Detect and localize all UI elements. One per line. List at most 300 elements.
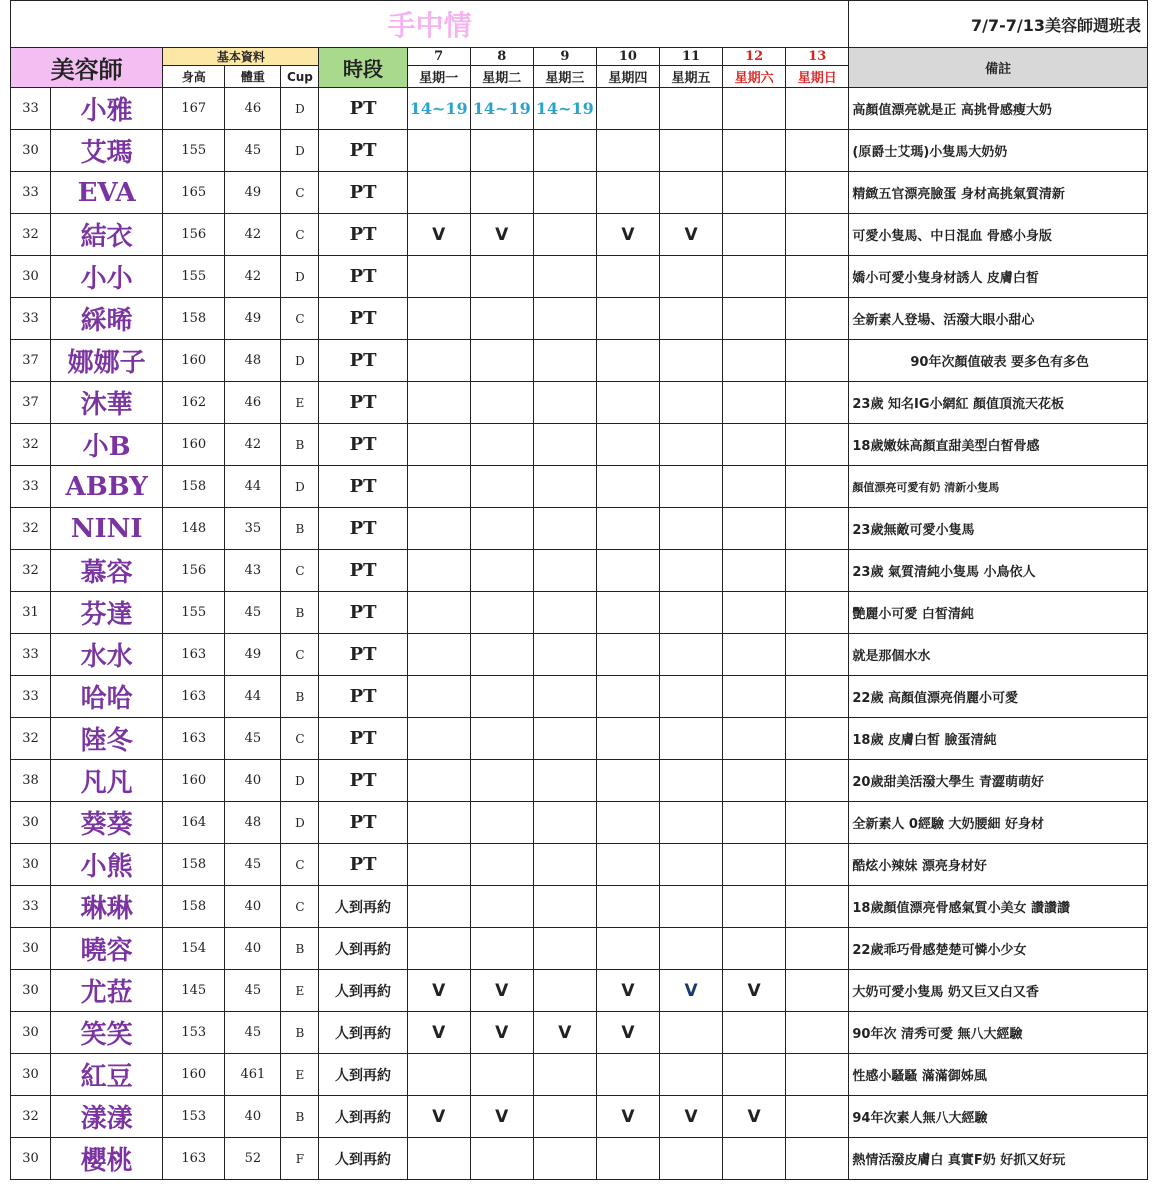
cup-cell: C [281,886,319,928]
day-cell: V [596,1012,659,1054]
day-cell [723,676,786,718]
table-row [11,466,1148,508]
height-cell: 160 [163,340,225,382]
table-row [11,1138,1148,1180]
day-cell [723,1054,786,1096]
height-cell: 160 [163,760,225,802]
day-cell [407,802,470,844]
cup-cell: C [281,634,319,676]
slot-cell: 人到再約 [319,1096,407,1138]
day-cell [596,592,659,634]
cup-cell: B [281,1012,319,1054]
day-cell [786,340,849,382]
day-cell [786,718,849,760]
weight-cell: 43 [225,550,281,592]
day-name: 星期二 [470,66,533,88]
table-row [11,340,1148,382]
day-cell [659,424,722,466]
day-name: 星期六 [723,66,786,88]
day-cell [659,172,722,214]
day-cell [659,592,722,634]
day-number: 9 [533,48,596,66]
day-cell [407,718,470,760]
day-cell [533,382,596,424]
day-cell [470,550,533,592]
day-cell [723,886,786,928]
beautician-name: 小熊 [51,844,163,886]
beautician-name: 小B [51,424,163,466]
day-cell [723,340,786,382]
day-cell [533,1096,596,1138]
age-cell: 37 [11,382,51,424]
day-cell [723,130,786,172]
note-cell: 精緻五官漂亮臉蛋 身材高挑氣質清新 [849,172,1148,214]
weight-cell: 44 [225,676,281,718]
age-cell: 33 [11,886,51,928]
slot-cell: PT [319,550,407,592]
day-cell [659,886,722,928]
day-cell: V [407,214,470,256]
day-cell [659,760,722,802]
weight-cell: 42 [225,424,281,466]
age-cell: 30 [11,1012,51,1054]
day-cell [533,298,596,340]
day-cell [786,88,849,130]
day-cell: V [723,970,786,1012]
slot-cell: PT [319,592,407,634]
day-cell [786,550,849,592]
day-cell: V [407,1012,470,1054]
age-cell: 30 [11,928,51,970]
slot-cell: 人到再約 [319,886,407,928]
slot-cell: PT [319,424,407,466]
day-cell [596,760,659,802]
beautician-name: 水水 [51,634,163,676]
slot-cell: PT [319,130,407,172]
day-cell: V [596,1096,659,1138]
note-cell: 高顏值漂亮就是正 高挑骨感瘦大奶 [849,88,1148,130]
table-row [11,256,1148,298]
day-cell [786,802,849,844]
day-cell [407,130,470,172]
weight-cell: 42 [225,214,281,256]
table-row [11,928,1148,970]
beautician-name: 結衣 [51,214,163,256]
slot-cell: PT [319,88,407,130]
table-row [11,382,1148,424]
height-cell: 153 [163,1012,225,1054]
cup-cell: D [281,466,319,508]
day-cell [786,172,849,214]
height-cell: 162 [163,382,225,424]
beautician-name: 慕容 [51,550,163,592]
day-cell [533,634,596,676]
age-cell: 32 [11,718,51,760]
day-cell [786,844,849,886]
weight-header: 體重 [225,66,281,88]
table-row [11,844,1148,886]
day-cell [786,508,849,550]
weight-cell: 48 [225,802,281,844]
note-cell: 18歲嫩妹高顏直甜美型白皙骨感 [849,424,1148,466]
note-cell: 18歲顏值漂亮骨感氣質小美女 讚讚讚 [849,886,1148,928]
table-row [11,214,1148,256]
weight-cell: 45 [225,130,281,172]
day-cell: V [407,970,470,1012]
day-cell [596,844,659,886]
beautician-name: 小小 [51,256,163,298]
day-cell [723,172,786,214]
day-cell [470,256,533,298]
note-cell: 18歲 皮膚白皙 臉蛋清純 [849,718,1148,760]
day-cell [659,1012,722,1054]
age-cell: 32 [11,508,51,550]
height-cell: 158 [163,466,225,508]
day-cell: V [470,970,533,1012]
day-cell: 14~19 [533,88,596,130]
weight-cell: 52 [225,1138,281,1180]
day-cell [659,1054,722,1096]
day-cell [407,550,470,592]
height-cell: 145 [163,970,225,1012]
day-number: 8 [470,48,533,66]
day-cell [470,592,533,634]
slot-cell: PT [319,802,407,844]
note-cell: 23歲無敵可愛小隻馬 [849,508,1148,550]
day-cell [723,760,786,802]
day-cell: 14~19 [407,88,470,130]
slot-cell: PT [319,508,407,550]
day-cell [407,508,470,550]
day-cell [723,424,786,466]
slot-cell: PT [319,298,407,340]
day-cell [659,802,722,844]
note-cell: 20歲甜美活潑大學生 青澀萌萌好 [849,760,1148,802]
day-cell [407,172,470,214]
day-cell [723,88,786,130]
day-cell: V [596,970,659,1012]
note-cell: 23歲 氣質清純小隻馬 小鳥依人 [849,550,1148,592]
day-cell: V [659,1096,722,1138]
day-cell [786,676,849,718]
day-cell: V [659,970,722,1012]
day-cell [786,928,849,970]
height-cell: 163 [163,634,225,676]
day-cell [533,844,596,886]
table-row [11,676,1148,718]
slot-header: 時段 [319,48,407,88]
note-cell: 酷炫小辣妹 漂亮身材好 [849,844,1148,886]
day-cell [407,298,470,340]
day-cell [723,382,786,424]
weight-cell: 45 [225,1012,281,1054]
day-cell [470,466,533,508]
weight-cell: 45 [225,592,281,634]
slot-cell: 人到再約 [319,970,407,1012]
day-cell [470,802,533,844]
day-cell [723,928,786,970]
day-name: 星期日 [786,66,849,88]
table-row [11,1012,1148,1054]
day-cell [533,130,596,172]
age-cell: 33 [11,172,51,214]
weight-cell: 45 [225,718,281,760]
day-cell: V [407,1096,470,1138]
day-cell [533,172,596,214]
day-cell [659,340,722,382]
day-cell [786,592,849,634]
beautician-name: 小雅 [51,88,163,130]
cup-cell: C [281,298,319,340]
weight-cell: 48 [225,340,281,382]
weight-cell: 40 [225,886,281,928]
age-cell: 33 [11,88,51,130]
day-cell [470,424,533,466]
day-cell [470,928,533,970]
day-cell [407,886,470,928]
day-cell [407,760,470,802]
day-cell [786,886,849,928]
age-cell: 33 [11,466,51,508]
day-name: 星期一 [407,66,470,88]
beautician-name: ABBY [51,466,163,508]
day-cell [596,802,659,844]
cup-cell: E [281,1054,319,1096]
beautician-name: 尤菈 [51,970,163,1012]
age-cell: 33 [11,676,51,718]
height-cell: 154 [163,928,225,970]
slot-cell: PT [319,844,407,886]
day-cell [596,1054,659,1096]
day-cell [596,634,659,676]
day-cell [470,886,533,928]
day-cell [786,1138,849,1180]
height-cell: 156 [163,550,225,592]
height-cell: 163 [163,718,225,760]
beautician-header: 美容師 [11,48,163,88]
height-cell: 164 [163,802,225,844]
note-cell: (原爵士艾瑪)小隻馬大奶奶 [849,130,1148,172]
table-row [11,592,1148,634]
day-cell [470,298,533,340]
weight-cell: 42 [225,256,281,298]
cup-cell: D [281,802,319,844]
beautician-name: 櫻桃 [51,1138,163,1180]
age-cell: 32 [11,424,51,466]
table-row [11,970,1148,1012]
day-cell [407,592,470,634]
day-cell [723,214,786,256]
day-cell [470,382,533,424]
height-cell: 148 [163,508,225,550]
weight-cell: 40 [225,928,281,970]
day-cell [786,970,849,1012]
slot-cell: PT [319,340,407,382]
beautician-name: 紅豆 [51,1054,163,1096]
day-name: 星期四 [596,66,659,88]
day-cell [533,676,596,718]
day-number: 7 [407,48,470,66]
cup-header: Cup [281,66,319,88]
age-cell: 30 [11,256,51,298]
day-cell [659,1138,722,1180]
height-cell: 156 [163,214,225,256]
height-header: 身高 [163,66,225,88]
beautician-name: 沐華 [51,382,163,424]
beautician-name: 綵晞 [51,298,163,340]
note-cell: 大奶可愛小隻馬 奶又巨又白又香 [849,970,1148,1012]
height-cell: 155 [163,592,225,634]
day-cell [659,130,722,172]
slot-cell: PT [319,256,407,298]
table-row [11,424,1148,466]
age-cell: 30 [11,130,51,172]
day-cell [533,970,596,1012]
day-cell [723,1012,786,1054]
table-row [11,1054,1148,1096]
height-cell: 165 [163,172,225,214]
table-row [11,802,1148,844]
basic-info-header: 基本資料 [163,48,319,66]
weight-cell: 46 [225,382,281,424]
table-row [11,130,1148,172]
cup-cell: D [281,760,319,802]
height-cell: 163 [163,676,225,718]
day-cell [723,298,786,340]
age-cell: 30 [11,844,51,886]
day-cell [786,1012,849,1054]
day-cell [723,844,786,886]
beautician-name: 漾漾 [51,1096,163,1138]
table-row [11,88,1148,130]
day-cell [659,550,722,592]
age-cell: 30 [11,1054,51,1096]
day-cell [659,466,722,508]
height-cell: 163 [163,1138,225,1180]
age-cell: 33 [11,298,51,340]
slot-cell: PT [319,634,407,676]
day-cell [659,928,722,970]
day-cell [659,298,722,340]
day-cell [786,214,849,256]
day-cell [659,508,722,550]
day-cell [596,550,659,592]
day-cell [470,1138,533,1180]
age-cell: 33 [11,634,51,676]
note-cell: 22歲乖巧骨感楚楚可憐小少女 [849,928,1148,970]
beautician-name: 艾瑪 [51,130,163,172]
day-cell [407,844,470,886]
weight-cell: 46 [225,88,281,130]
day-cell [470,130,533,172]
note-cell: 全新素人登場、活潑大眼小甜心 [849,298,1148,340]
day-cell [786,760,849,802]
day-cell [470,718,533,760]
day-cell: V [470,214,533,256]
day-cell [786,1054,849,1096]
cup-cell: B [281,592,319,634]
note-cell: 嬌小可愛小隻身材誘人 皮膚白皙 [849,256,1148,298]
note-cell: 性感小騷騷 滿滿御姊風 [849,1054,1148,1096]
day-cell [533,550,596,592]
note-cell: 90年次 清秀可愛 無八大經驗 [849,1012,1148,1054]
day-cell [786,1096,849,1138]
day-cell [407,424,470,466]
day-cell [659,382,722,424]
day-cell [407,634,470,676]
slot-cell: 人到再約 [319,1012,407,1054]
day-cell: V [723,1096,786,1138]
day-cell: V [470,1096,533,1138]
day-cell [533,508,596,550]
day-number: 11 [659,48,722,66]
day-cell [407,466,470,508]
day-cell [533,1054,596,1096]
beautician-name: 琳琳 [51,886,163,928]
day-cell [786,256,849,298]
day-cell [596,466,659,508]
table-row [11,718,1148,760]
age-cell: 38 [11,760,51,802]
height-cell: 158 [163,298,225,340]
note-cell: 艷麗小可愛 白皙清純 [849,592,1148,634]
note-cell: 熱情活潑皮膚白 真實F奶 好抓又好玩 [849,1138,1148,1180]
day-cell [596,256,659,298]
day-cell [407,256,470,298]
note-cell: 全新素人 0經驗 大奶腰細 好身材 [849,802,1148,844]
day-cell [533,928,596,970]
day-cell [407,928,470,970]
day-cell [596,1138,659,1180]
day-cell [596,382,659,424]
day-cell [407,676,470,718]
slot-cell: PT [319,466,407,508]
day-cell [659,718,722,760]
day-cell: V [596,214,659,256]
height-cell: 167 [163,88,225,130]
day-cell [786,130,849,172]
day-name: 星期三 [533,66,596,88]
weight-cell: 49 [225,298,281,340]
table-row [11,1096,1148,1138]
slot-cell: 人到再約 [319,928,407,970]
notes-header: 備註 [849,48,1148,88]
day-cell [596,172,659,214]
day-cell [533,214,596,256]
age-cell: 32 [11,550,51,592]
day-cell [596,718,659,760]
day-cell [659,844,722,886]
weight-cell: 44 [225,466,281,508]
day-cell [596,88,659,130]
weight-cell: 45 [225,970,281,1012]
day-cell [723,1138,786,1180]
week-title: 7/7-7/13美容師週班表 [849,1,1148,48]
day-cell [470,1054,533,1096]
day-number: 10 [596,48,659,66]
height-cell: 153 [163,1096,225,1138]
cup-cell: C [281,550,319,592]
table-row [11,886,1148,928]
cup-cell: D [281,88,319,130]
day-cell [596,508,659,550]
cup-cell: D [281,340,319,382]
beautician-name: 曉容 [51,928,163,970]
day-cell [596,340,659,382]
cup-cell: F [281,1138,319,1180]
height-cell: 158 [163,886,225,928]
day-cell [470,844,533,886]
